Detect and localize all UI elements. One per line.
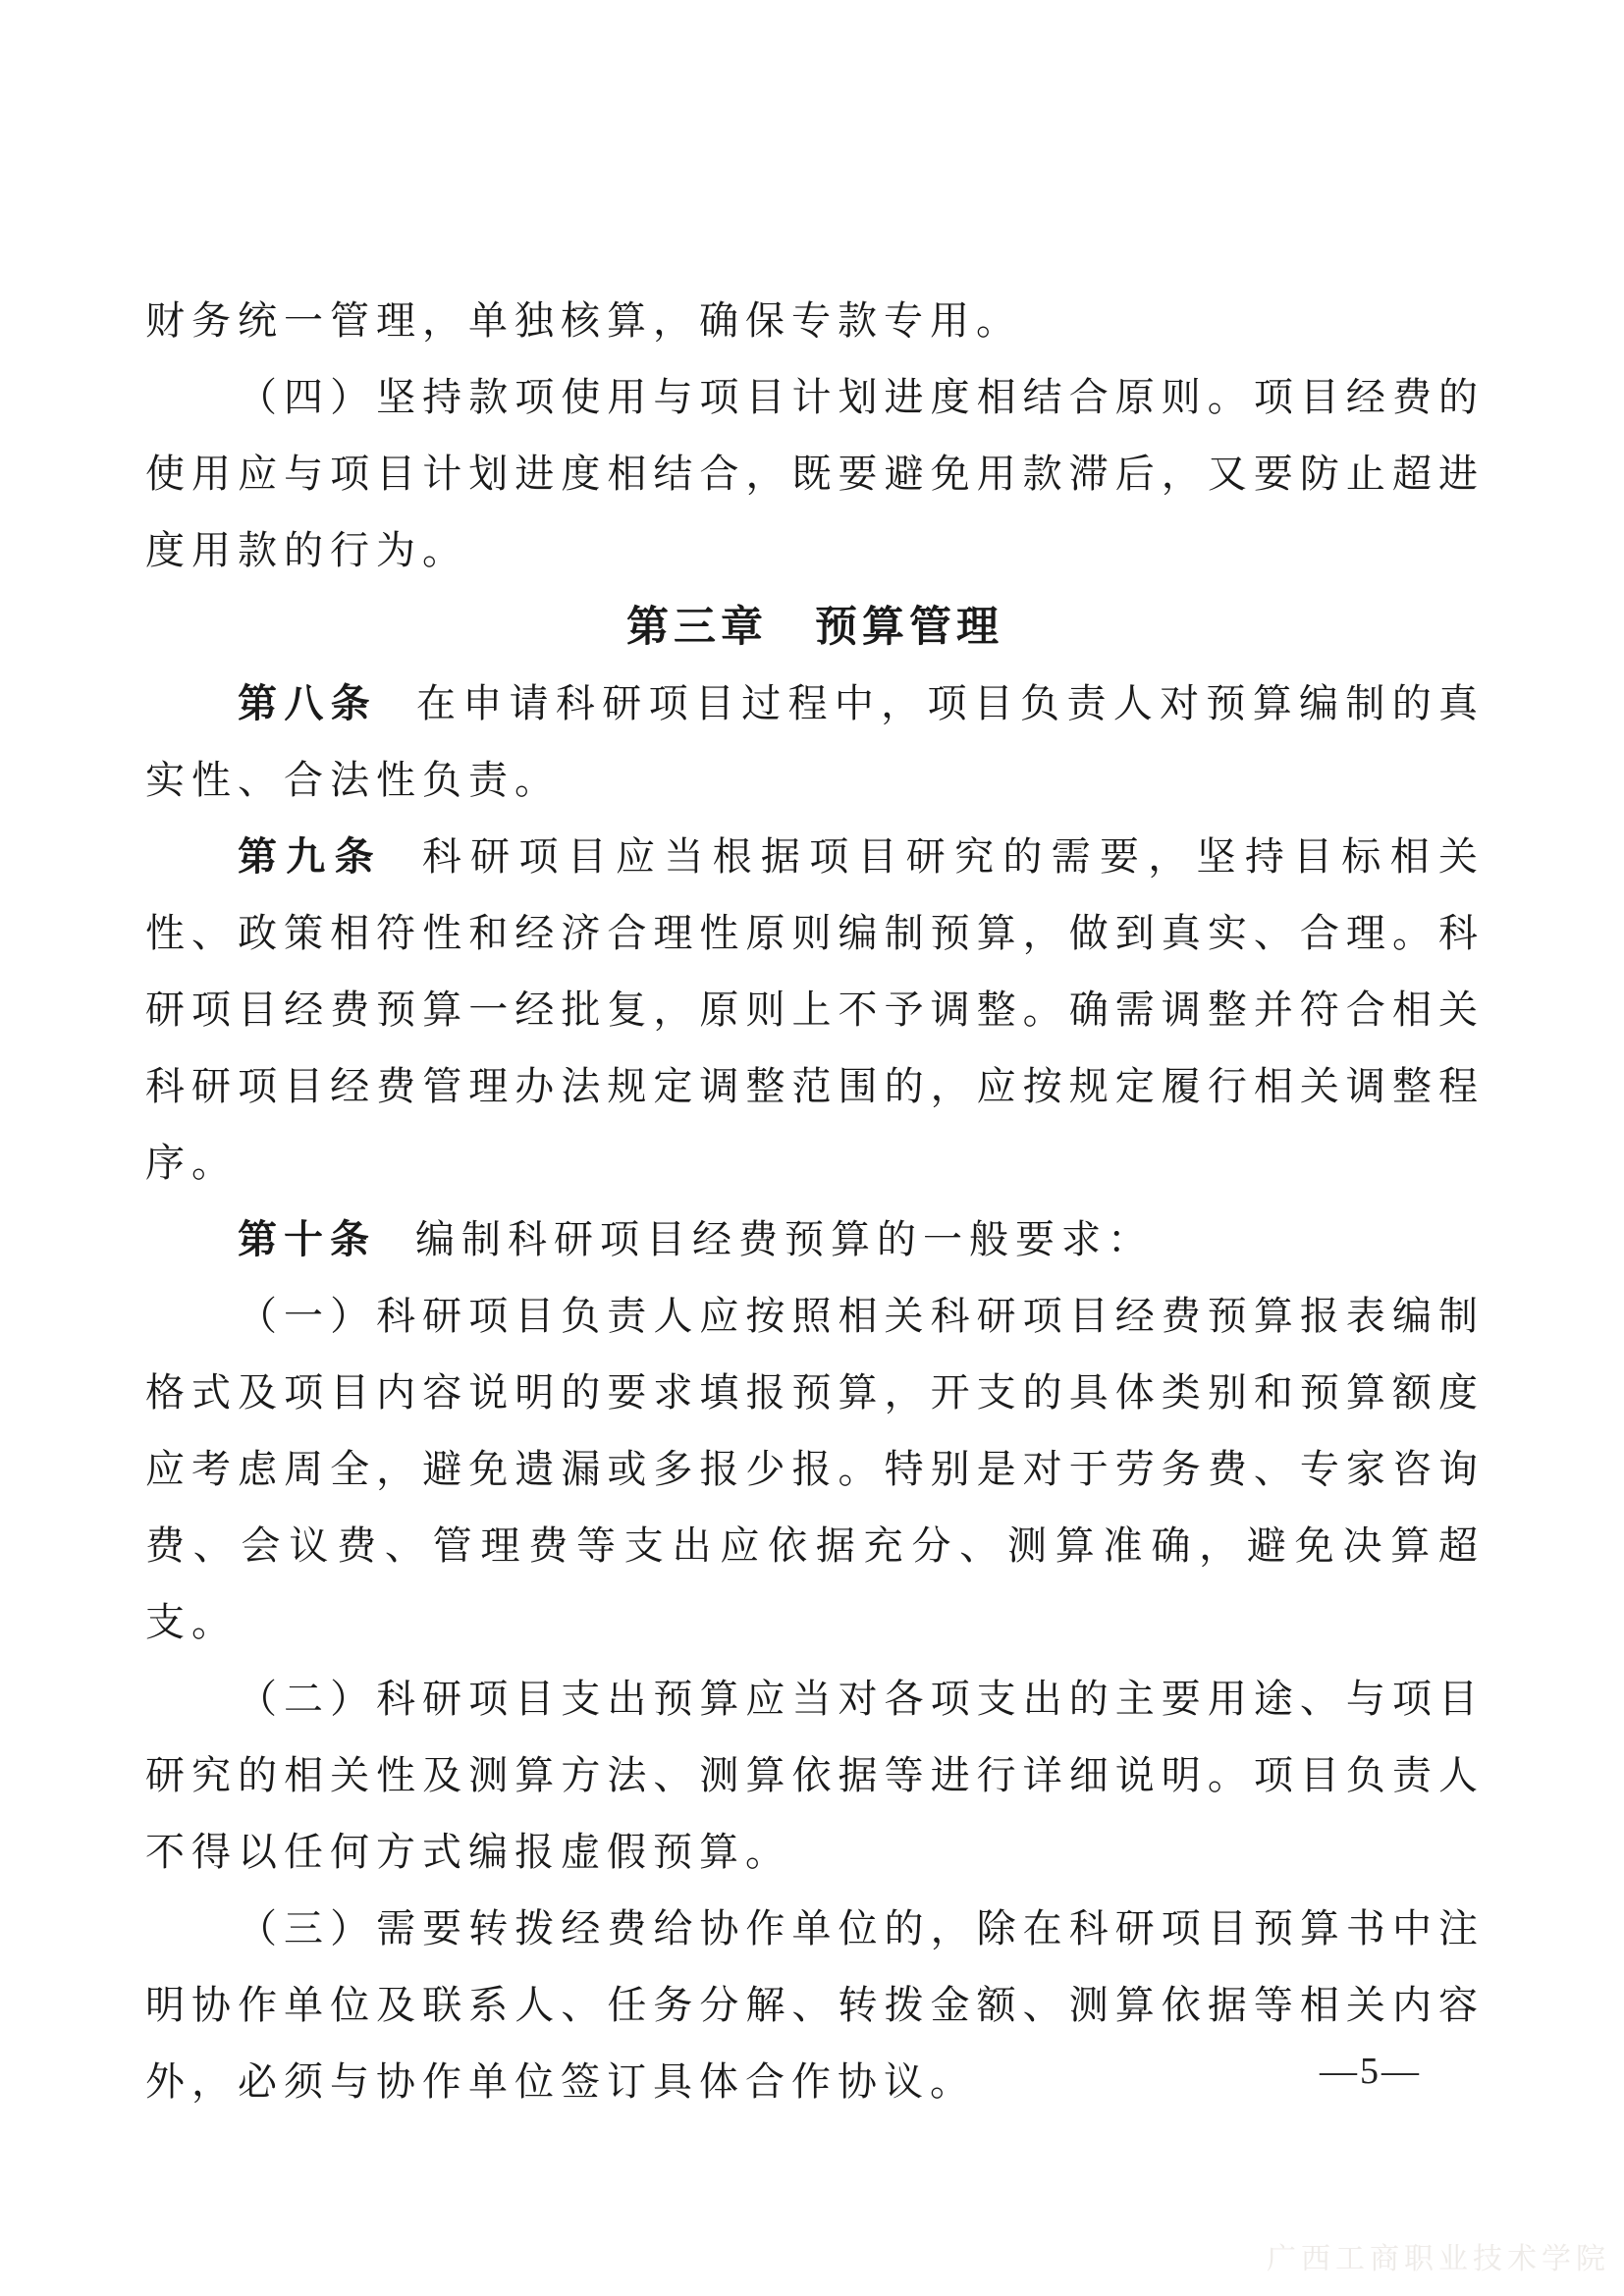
article-text: 在申请科研项目过程中，项目负责人对预算编制的真实性、合法性负责。	[145, 681, 1486, 802]
article-text: 编制科研项目经费预算的一般要求：	[415, 1217, 1154, 1261]
article-text: 科研项目应当根据项目研究的需要，坚持目标相关性、政策相符性和经济合理性原则编制预算，做到真实、合理。科研项目经费预算一经批复，原则上不予调整。确需调整并符合相关科研项目经费管理办法规定调整范围的，应按规定履行相关调整程序。	[145, 834, 1485, 1185]
body-paragraph: （四）坚持款项使用与项目计划进度相结合原则。项目经费的使用应与项目计划进度相结合，既要避免用款滞后，又要防止超进度用款的行为。	[145, 375, 1485, 572]
article-number: 第八条	[238, 682, 377, 725]
body-paragraph: （二）科研项目支出预算应当对各项支出的主要用途、与项目研究的相关性及测算方法、测算依据等进行详细说明。项目负责人不得以任何方式编报虚假预算。	[145, 1677, 1485, 1874]
body-paragraph: 财务统一管理，单独核算，确保专款专用。	[145, 298, 1022, 343]
watermark: 广西工商职业技术学院	[1267, 2243, 1610, 2275]
article-number: 第十条	[238, 1218, 376, 1261]
article-number: 第九条	[238, 835, 383, 879]
body-paragraph: （三）需要转拨经费给协作单位的，除在科研项目预算书中注明协作单位及联系人、任务分解、转拨金额、测算依据等相关内容外，必须与协作单位签订具体合作协议。	[145, 1906, 1485, 2104]
chapter-heading: 第三章 预算管理	[626, 604, 1003, 651]
page-number: —5—	[1320, 2051, 1422, 2092]
article-paragraph	[145, 666, 1485, 819]
document-body	[145, 283, 1485, 2120]
article-paragraph	[145, 819, 1485, 1201]
article-paragraph	[145, 1201, 1485, 1278]
body-paragraph: （一）科研项目负责人应按照相关科研项目经费预算报表编制格式及项目内容说明的要求填报预算，开支的具体类别和预算额度应考虑周全，避免遗漏或多报少报。特别是对于劳务费、专家咨询费、会议费、管理费等支出应依据充分、测算准确，避免决算超支。	[145, 1294, 1485, 1644]
